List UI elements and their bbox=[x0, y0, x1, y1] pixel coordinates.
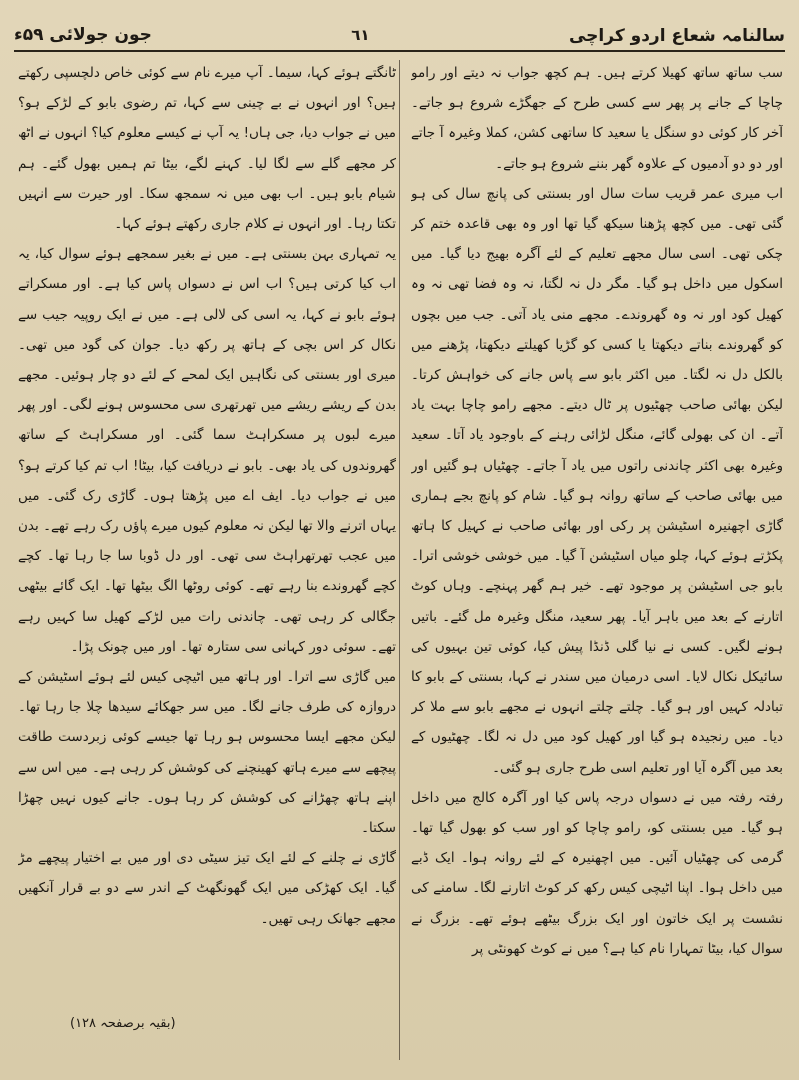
page-number: ٦١ bbox=[351, 26, 370, 44]
issue-date: جون جولائی ۵۹ء bbox=[14, 25, 152, 45]
paragraph: رفتہ رفتہ میں نے دسواں درجہ پاس کیا اور آگرہ کالج میں داخل ہو گیا۔ میں بسنتی کو، رامو چاچا کو اور سب کو بھول گیا تھا۔ گرمی کی چھٹیاں آئیں۔ میں اچھنیرہ کے لئے روانہ ہوا۔ ایک ڈبے میں داخل ہوا۔ اپنا اٹیچی کیس رکھ کر کوٹ اتارنے لگا۔ سامنے کی نشست پر ایک خاتون اور ایک بزرگ بیٹھے ہوئے تھے۔ بزرگ نے سوال کیا، بیٹا تمہارا نام کیا ہے؟ میں نے کوٹ کھونٹی پر bbox=[411, 789, 783, 957]
header-rule bbox=[14, 50, 785, 52]
text-column-right bbox=[411, 58, 783, 1068]
continued-note: (بقیہ برصفحہ ۱۲۸) bbox=[70, 1016, 176, 1031]
text-column-left bbox=[18, 58, 396, 1068]
paragraph: میں گاڑی سے اترا۔ اور ہاتھ میں اٹیچی کیس لئے ہوئے اسٹیشن کے دروازہ کی طرف جانے لگا۔ میں سر جھکائے سیدھا چلا جا رہا تھا۔ لیکن مجھے ایسا محسوس ہو رہا تھا جیسے کوئی زبردست طاقت پیچھے سے میرے ہاتھ کھینچنے کی کوشش کر رہی ہے۔ میں اس سے اپنے ہاتھ چھڑانے کی کوشش کر رہا ہوں۔ جانے کیوں نہیں چھڑا سکتا۔ bbox=[18, 669, 396, 837]
paragraph: یہ تمہاری بہن بسنتی ہے۔ میں نے بغیر سمجھے ہوئے سوال کیا، یہ اب کیا کرتی ہیں؟ اب اس نے دسواں پاس کیا ہے۔ اور مسکراتے ہوئے بابو نے کہا، یہ اسی کی لالی ہے۔ میں نے ایک روپیہ جیب سے نکال کر اس بچی کے ہاتھ پر رکھ دیا۔ جوان کی گود میں تھی۔ میری اور بسنتی کی نگاہیں ایک لمحے کے لئے دو چار ہوئیں۔ مجھے بدن کے ریشے ریشے میں تھرتھری سی محسوس ہونے لگی۔ اور پھر میرے لبوں پر مسکراہٹ سما گئی۔ اور مسکراہٹ کے ساتھ گھروندوں کی یاد بھی۔ بابو نے دریافت کیا، بیٹا! اب تم کیا کرتے ہو؟ میں نے جواب دیا۔ ایف اے میں پڑھتا ہوں۔ گاڑی رک گئی۔ میں یہاں اترنے والا تھا لیکن نہ معلوم کیوں میرے پاؤں رک رہے تھے۔ بدن میں عجب تھرتھراہٹ سی تھی۔ اور دل ڈوبا سا جا رہا تھا۔ کچے کچے گھروندے بنا رہے تھے۔ کوئی روٹھا الگ بیٹھا تھا۔ ایک گائے بیٹھی جگالی کر رہی تھی۔ چاندنی رات میں لڑکے کھیل سا کہیں رہے تھے۔ سوئی دور کہانی سی ستارہ تھا۔ اور میں چونک پڑا۔ bbox=[18, 246, 396, 655]
column-divider bbox=[399, 60, 400, 1060]
paragraph: اب میری عمر قریب سات سال اور بسنتی کی پانچ سال کی ہو گئی تھی۔ میں کچھ پڑھنا سیکھ گیا تھا اور وہ بھی قاعدہ ختم کر چکی تھی۔ اسی سال مجھے تعلیم کے لئے آگرہ بھیج دیا گیا۔ میں اسکول میں داخل ہو گیا۔ مگر دل نہ لگتا، نہ وہ فضا تھی نہ وہ کھیل کود اور نہ وہ گھروندے۔ مجھے منی یاد آتی۔ جب میں بچوں کو گھروندے بناتے دیکھتا یا کسی کو گڑیا کھیلتے دیکھتا، پڑھنے میں بالکل دل نہ لگتا۔ میں اکثر بابو سے پاس جانے کی خواہش کرتا۔ لیکن بھائی صاحب چھٹیوں پر ٹال دیتے۔ مجھے رامو چاچا بہت یاد آتے۔ ان کی بھولی گائے، منگل لڑائی رہنے کے باوجود یاد آتا۔ سعید وغیرہ بھی اکثر چاندنی راتوں میں یاد آ جاتے۔ چھٹیاں ہو گئیں اور میں بھائی صاحب کے ساتھ روانہ ہو گیا۔ شام کو پانچ بجے ہماری گاڑی اچھنیرہ اسٹیشن پر رکی اور بھائی صاحب نے کہیل کا ہاتھ پکڑتے ہوئے کہا، چلو میاں اسٹیشن آ گیا۔ میں خوشی خوشی اترا۔ بابو جی اسٹیشن پر موجود تھے۔ خیر ہم گھر پہنچے۔ وہاں کوٹ اتارنے کے بعد میں باہر آیا۔ پھر سعید، منگل وغیرہ مل گئے۔ باتیں ہونے لگیں۔ کسی نے نیا گلی ڈنڈا پیش کیا، کوئی تین بہیوں کی سائیکل نکال لایا۔ اسی درمیان میں سندر نے کہا، بسنتی کے بابو کا تبادلہ کہیں اور ہو گیا۔ چلتے چلتے انہوں نے مجھے بابو سے ملا کر دیا۔ میں رنجیدہ ہو گیا اور کھیل کود میں دل نہ لگا۔ چھٹیوں کے بعد میں آگرہ آیا اور تعلیم اسی طرح جاری ہو گئی۔ bbox=[411, 185, 783, 776]
magazine-title: سالنامہ شعاع اردو کراچی bbox=[568, 25, 785, 46]
paragraph: سب ساتھ ساتھ کھیلا کرتے ہیں۔ ہم کچھ جواب نہ دیتے اور رامو چاچا کے جانے پر پھر سے کسی طرح کے جھگڑے شروع ہو جاتے۔ آخر کار کوئی دو سنگل یا سعید کا ساتھی کشن، کملا وغیرہ آ جاتے اور دو دو آدمیوں کے علاوہ گھر بننے شروع ہو جاتے۔ bbox=[411, 65, 783, 172]
page-header bbox=[14, 18, 785, 52]
paragraph: گاڑی نے چلنے کے لئے ایک تیز سیٹی دی اور میں بے اختیار پیچھے مڑ گیا۔ ایک کھڑکی میں ایک گھونگھٹ کے اندر سے دو بے قرار آنکھیں مجھے جھانک رہی تھیں۔ bbox=[18, 850, 396, 927]
paragraph: ٹانگتے ہوئے کہا، سیما۔ آپ میرے نام سے کوئی خاص دلچسپی رکھتے ہیں؟ اور انہوں نے بے چینی سے کہا، تم رضوی بابو کے لڑکے ہو؟ میں نے جواب دیا، جی ہاں! یہ آپ نے کیسے معلوم کیا؟ انہوں نے اٹھ کر مجھے گلے سے لگا لیا۔ کہنے لگے، بیٹا تم ہمیں بھول گئے۔ ہم شیام بابو ہیں۔ اب بھی میں نہ سمجھ سکا۔ اور حیرت سے انہیں تکتا رہا۔ اور انہوں نے کلام جاری رکھتے ہوئے کہا۔ bbox=[18, 65, 396, 233]
